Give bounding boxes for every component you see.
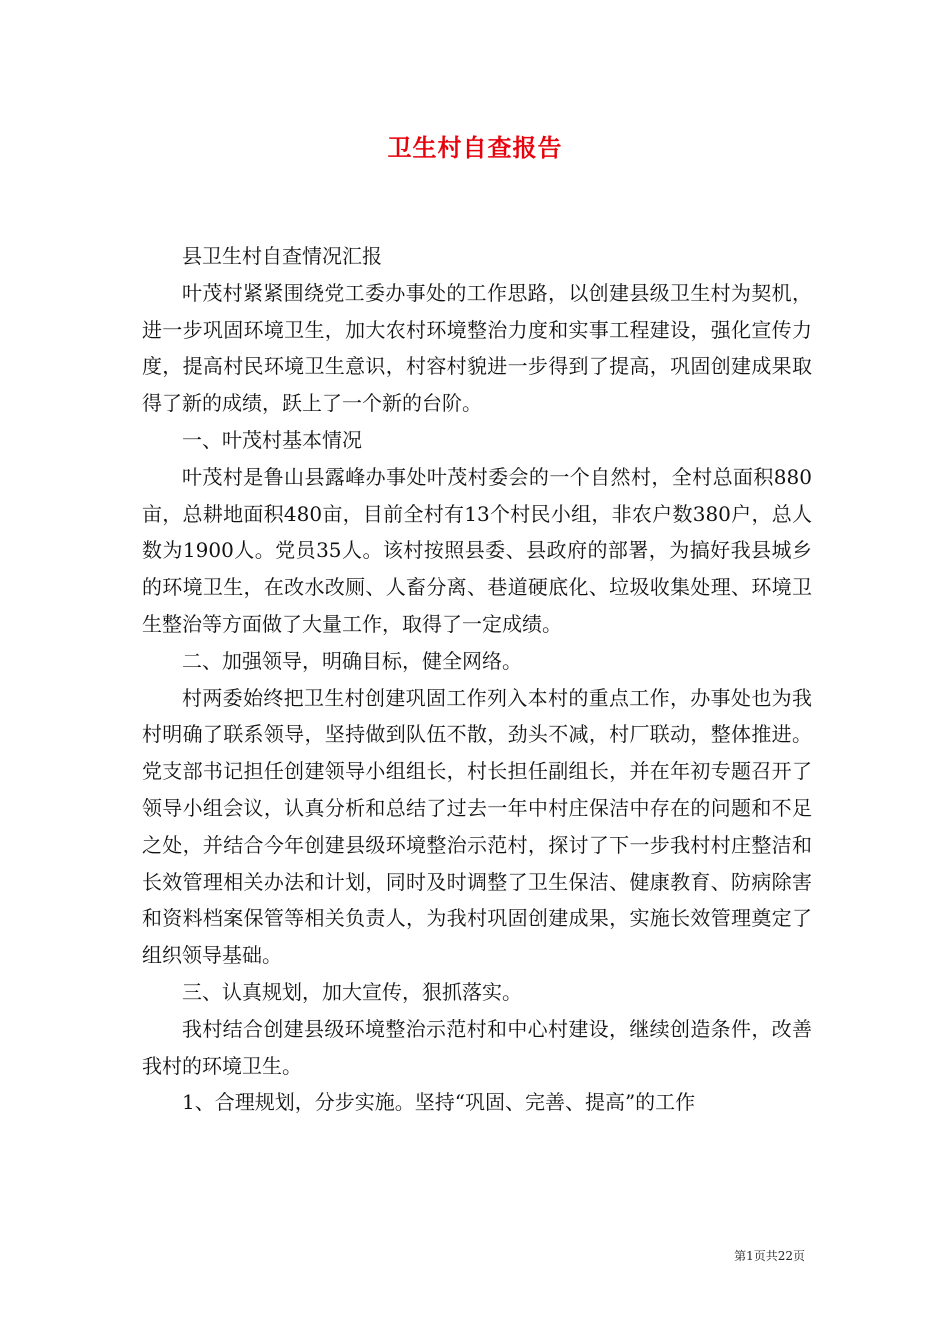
document-title: 卫生村自查报告 — [387, 133, 563, 162]
section-heading-1: 一、叶茂村基本情况 — [182, 427, 362, 452]
section-1-paragraph: 叶茂村是鲁山县露峰办事处叶茂村委会的一个自然村，全村总面积880亩，总耕地面积480亩，目前全村有13个村民小组，非农户数380户，总人数为1900人。党员35人。该村按照县委、县政府的部署，为搞好我县城乡的环境卫生，在改水改厕、人畜分离、巷道硬底化、垃圾收集处理、环境卫生整治等方面做了大量工作，取得了一定成绩。 — [142, 464, 812, 636]
intro-paragraph: 叶茂村紧紧围绕党工委办事处的工作思路，以创建县级卫生村为契机，进一步巩固环境卫生，加大农村环境整治力度和实事工程建设，强化宣传力度，提高村民环境卫生意识，村容村貌进一步得到了提高，巩固创建成果取得了新的成绩，跃上了一个新的台阶。 — [142, 280, 812, 416]
section-3-item-1: 1、合理规划，分步实施。坚持“巩固、完善、提高”的工作 — [182, 1090, 696, 1115]
section-2-paragraph: 村两委始终把卫生村创建巩固工作列入本村的重点工作，办事处也为我村明确了联系领导，坚持做到队伍不散，劲头不减，村厂联动，整体推进。党支部书记担任创建领导小组组长，村长担任副组长，并在年初专题召开了领导小组会议，认真分析和总结了过去一年中村庄保洁中存在的问题和不足之处，并结合今年创建县级环境整治示范村，探讨了下一步我村村庄整洁和长效管理相关办法和计划，同时及时调整了卫生保洁、健康教育、防病除害和资料档案保管等相关负责人，为我村巩固创建成果，实施长效管理奠定了组织领导基础。 — [142, 685, 812, 968]
section-heading-2: 二、加强领导，明确目标，健全网络。 — [182, 648, 522, 673]
page-number-footer: 第1页共22页 — [734, 1249, 805, 1263]
section-3-paragraph: 我村结合创建县级环境整治示范村和中心村建设，继续创造条件，改善我村的环境卫生。 — [142, 1016, 812, 1078]
section-heading-3: 三、认真规划，加大宣传，狠抓落实。 — [182, 979, 522, 1004]
report-subtitle: 县卫生村自查情况汇报 — [182, 244, 382, 268]
document-body — [142, 238, 812, 1121]
